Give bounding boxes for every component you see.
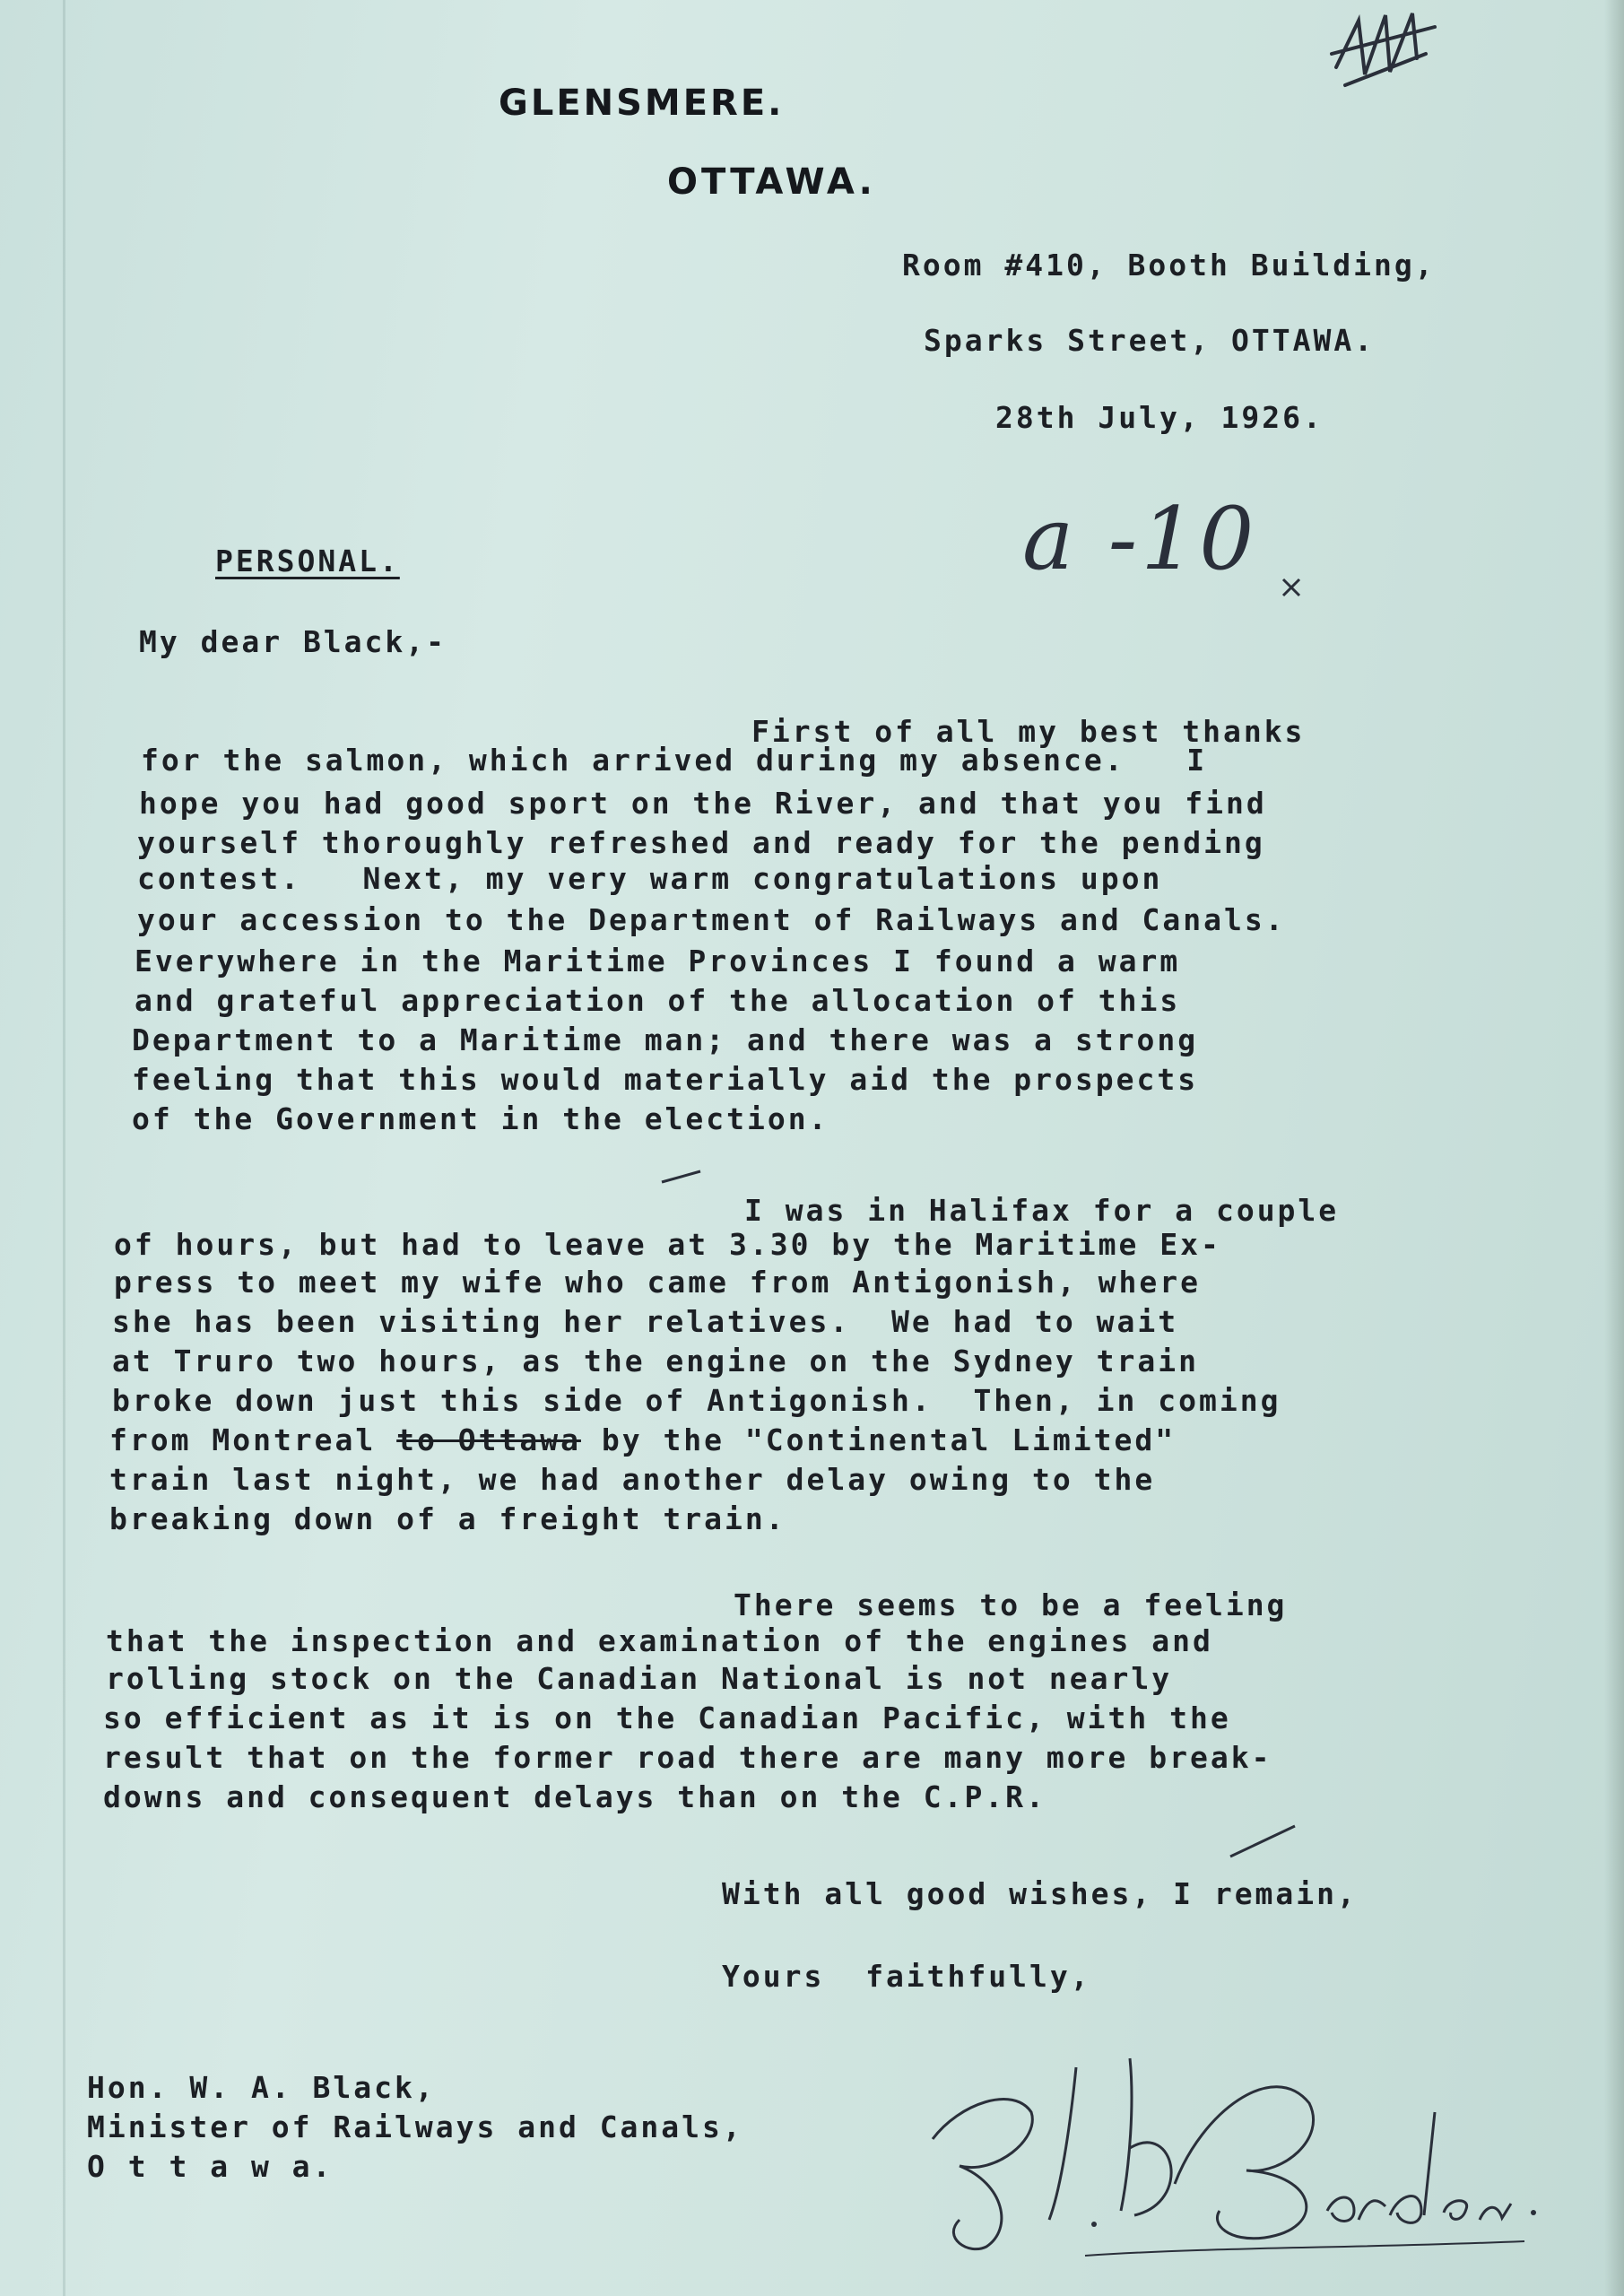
recipient-name: Hon. W. A. Black, bbox=[87, 2070, 436, 2105]
paragraph-1-line: for the salmon, which arrived during my absence. I bbox=[141, 743, 1208, 778]
text-run: by the "Continental Limited" bbox=[580, 1422, 1177, 1457]
paragraph-3-line: rolling stock on the Canadian National is not nearly bbox=[106, 1661, 1173, 1696]
pencil-tick-mark bbox=[1227, 1821, 1298, 1861]
paragraph-1-line: feeling that this would materially aid the prospects bbox=[132, 1062, 1199, 1097]
personal-label: PERSONAL. bbox=[215, 544, 400, 578]
salutation: My dear Black,- bbox=[139, 624, 447, 659]
paragraph-3-line: downs and consequent delays than on the C.P.R. bbox=[103, 1779, 1046, 1814]
pencil-tick-mark bbox=[659, 1168, 704, 1186]
paragraph-2-line bbox=[109, 1422, 1176, 1457]
paragraph-1-line: and grateful appreciation of the allocation of this bbox=[135, 983, 1181, 1018]
paragraph-1-line: yourself thoroughly refreshed and ready for the pending bbox=[137, 825, 1265, 860]
paper-edge-shadow bbox=[1604, 0, 1624, 2296]
paragraph-1-line: Department to a Maritime man; and there was a strong bbox=[132, 1022, 1199, 1057]
paragraph-2-line: I was in Halifax for a couple bbox=[744, 1193, 1340, 1228]
letter-date: 28th July, 1926. bbox=[995, 400, 1324, 435]
letterhead-name: GLENSMERE. bbox=[499, 83, 785, 124]
paragraph-1-line: hope you had good sport on the River, and that you find bbox=[139, 786, 1267, 821]
paragraph-3-line: so efficient as it is on the Canadian Pacific, with the bbox=[103, 1700, 1231, 1735]
paragraph-1-line: contest. Next, my very warm congratulations upon bbox=[137, 861, 1163, 896]
paragraph-3-line: that the inspection and examination of the engines and bbox=[106, 1623, 1213, 1658]
file-number-mark: a -10 bbox=[1022, 489, 1258, 589]
paragraph-2-line: train last night, we had another delay owing to the bbox=[109, 1462, 1156, 1497]
recipient-title: Minister of Railways and Canals, bbox=[87, 2109, 743, 2144]
recipient-city: O t t a w a. bbox=[87, 2149, 334, 2184]
paragraph-2-line: breaking down of a freight train. bbox=[109, 1501, 786, 1536]
paragraph-1-line: First of all my best thanks bbox=[751, 714, 1306, 749]
paragraph-2-line: press to meet my wife who came from Antigonish, where bbox=[114, 1265, 1201, 1300]
letterhead-city: OTTAWA. bbox=[667, 161, 876, 203]
paragraph-2-line: at Truro two hours, as the engine on the Sydney train bbox=[112, 1344, 1199, 1378]
paragraph-3-line: result that on the former road there are many more break- bbox=[103, 1740, 1272, 1775]
ink-scribble-mark bbox=[1318, 4, 1453, 99]
paragraph-1-line: your accession to the Department of Railways and Canals. bbox=[137, 902, 1286, 937]
address-line-1: Room #410, Booth Building, bbox=[902, 248, 1436, 283]
address-line-2: Sparks Street, OTTAWA. bbox=[924, 323, 1376, 358]
paragraph-2-line: broke down just this side of Antigonish. Then, in coming bbox=[112, 1383, 1281, 1418]
closing-line: With all good wishes, I remain, bbox=[722, 1876, 1358, 1911]
struck-out-text: to Ottawa bbox=[396, 1422, 581, 1457]
paragraph-1-line: of the Government in the election. bbox=[132, 1101, 829, 1136]
closing-line: Yours faithfully, bbox=[722, 1959, 1091, 1994]
paragraph-1-line: Everywhere in the Maritime Provinces I found a warm bbox=[135, 944, 1181, 978]
paragraph-2-line: she has been visiting her relatives. We had to wait bbox=[112, 1304, 1179, 1339]
pencil-x-mark bbox=[1278, 574, 1305, 601]
paragraph-2-line: of hours, but had to leave at 3.30 by the Maritime Ex- bbox=[114, 1227, 1221, 1262]
text-run: from Montreal bbox=[109, 1422, 397, 1457]
paragraph-3-line: There seems to be a feeling bbox=[734, 1587, 1288, 1622]
handwritten-signature bbox=[906, 2005, 1551, 2274]
paper-fold bbox=[63, 0, 65, 2296]
